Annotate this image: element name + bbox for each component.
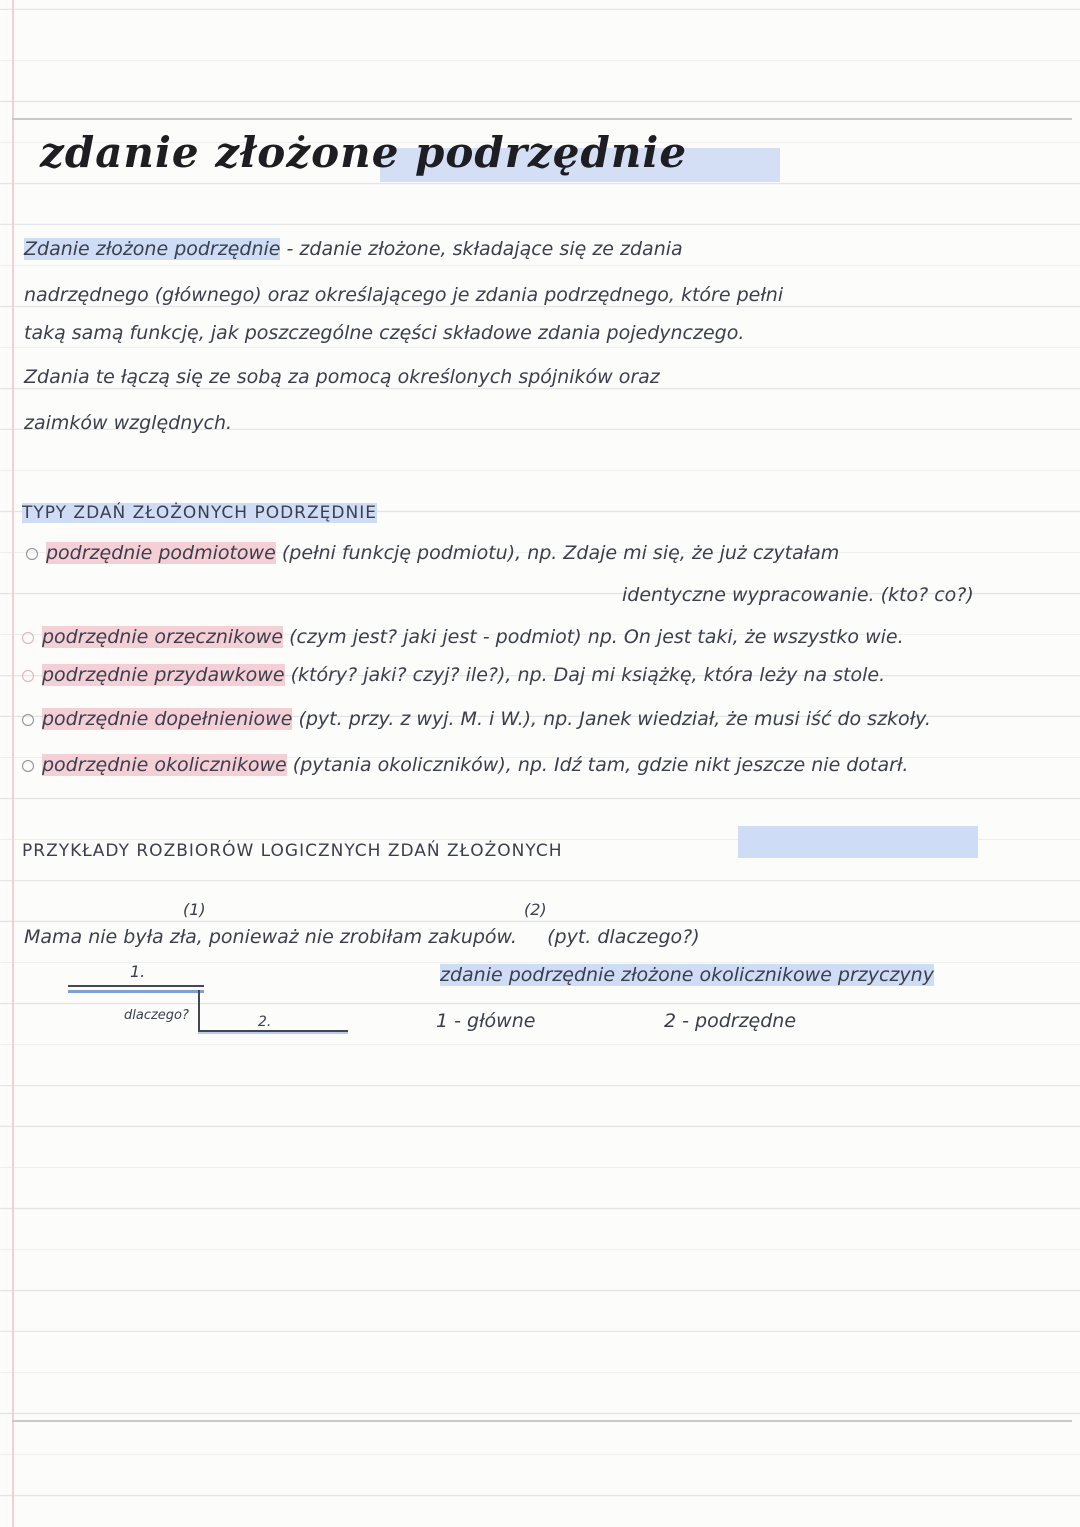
examples-heading: PRZYKŁADY ROZBIORÓW LOGICZNYCH ZDAŃ ZŁOŻONYCH	[22, 841, 563, 861]
type-name: podrzędnie podmiotowe	[46, 542, 276, 564]
type-name: podrzędnie orzecznikowe	[42, 626, 284, 648]
bottom-rule	[12, 1420, 1072, 1422]
examples-heading-highlight	[738, 826, 978, 858]
type-name: podrzędnie przydawkowe	[42, 664, 285, 686]
type-item	[22, 624, 904, 650]
definition-line-4: Zdania te łączą się ze sobą za pomocą określonych spójników oraz	[24, 366, 660, 388]
type-description: (który? jaki? czyj? ile?), np. Daj mi książkę, która leży na stole.	[290, 664, 886, 686]
type-name: podrzędnie dopełnieniowe	[42, 708, 293, 730]
definition-line-2: nadrzędnego (głównego) oraz określającego je zdania podrzędnego, które pełni	[24, 284, 784, 306]
diagram-line-main	[68, 985, 204, 987]
example-type	[440, 962, 934, 988]
legend-subordinate: 2 - podrzędne	[664, 1010, 797, 1032]
bullet-icon	[22, 714, 34, 726]
top-rule	[12, 118, 1072, 120]
bullet-icon	[22, 670, 34, 682]
types-heading	[22, 500, 377, 526]
example-type-text: zdanie podrzędnie złożone okolicznikowe przyczyny	[440, 964, 934, 986]
type-description: (pytania okoliczników), np. Idź tam, gdzie nikt jeszcze nie dotarł.	[292, 754, 909, 776]
type-description: (pyt. przy. z wyj. M. i W.), np. Janek wiedział, że musi iść do szkoły.	[298, 708, 931, 730]
title-block	[40, 128, 687, 177]
page-title: zdanie złożone podrzędnie	[40, 128, 688, 177]
margin-line	[12, 0, 14, 1527]
legend-main: 1 - główne	[436, 1010, 536, 1032]
type-item	[22, 706, 931, 732]
type-item-continuation: identyczne wypracowanie. (kto? co?)	[622, 584, 974, 606]
example-sentence-text: Mama nie była zła, ponieważ nie zrobiłam zakupów.	[24, 926, 517, 948]
bullet-icon	[22, 632, 34, 644]
type-item	[22, 662, 885, 688]
example-sentence	[24, 924, 700, 950]
definition-line-5: zaimków względnych.	[24, 412, 233, 434]
type-description: (czym jest? jaki jest - podmiot) np. On jest taki, że wszystko wie.	[289, 626, 904, 648]
clause-mark-2: (2)	[524, 900, 547, 919]
type-description: (pełni funkcję podmiotu), np. Zdaje mi się, że już czytałam	[281, 542, 840, 564]
definition-term: Zdanie złożone podrzędnie	[24, 238, 281, 260]
example-question: (pyt. dlaczego?)	[547, 926, 700, 948]
definition-line-3: taką samą funkcję, jak poszczególne części składowe zdania pojedynczego.	[24, 322, 745, 344]
bullet-icon	[22, 760, 34, 772]
diagram-connector	[198, 990, 200, 1032]
clause-mark-1: (1)	[183, 900, 206, 919]
type-item	[22, 752, 908, 778]
diagram-connector-label: dlaczego?	[124, 1008, 189, 1023]
diagram-label-2: 2.	[258, 1014, 272, 1030]
type-name: podrzędnie okolicznikowe	[42, 754, 287, 776]
diagram-line-sub	[198, 1030, 348, 1032]
types-heading-text: TYPY ZDAŃ ZŁOŻONYCH PODRZĘDNIE	[22, 503, 377, 523]
diagram-label-1: 1.	[130, 962, 146, 981]
diagram-line-main-highlight	[68, 990, 204, 993]
bullet-icon	[26, 548, 38, 560]
type-item	[26, 540, 839, 566]
definition-line-1-text: - zdanie złożone, składające się ze zdania	[286, 238, 683, 260]
definition-line-1	[24, 236, 683, 262]
